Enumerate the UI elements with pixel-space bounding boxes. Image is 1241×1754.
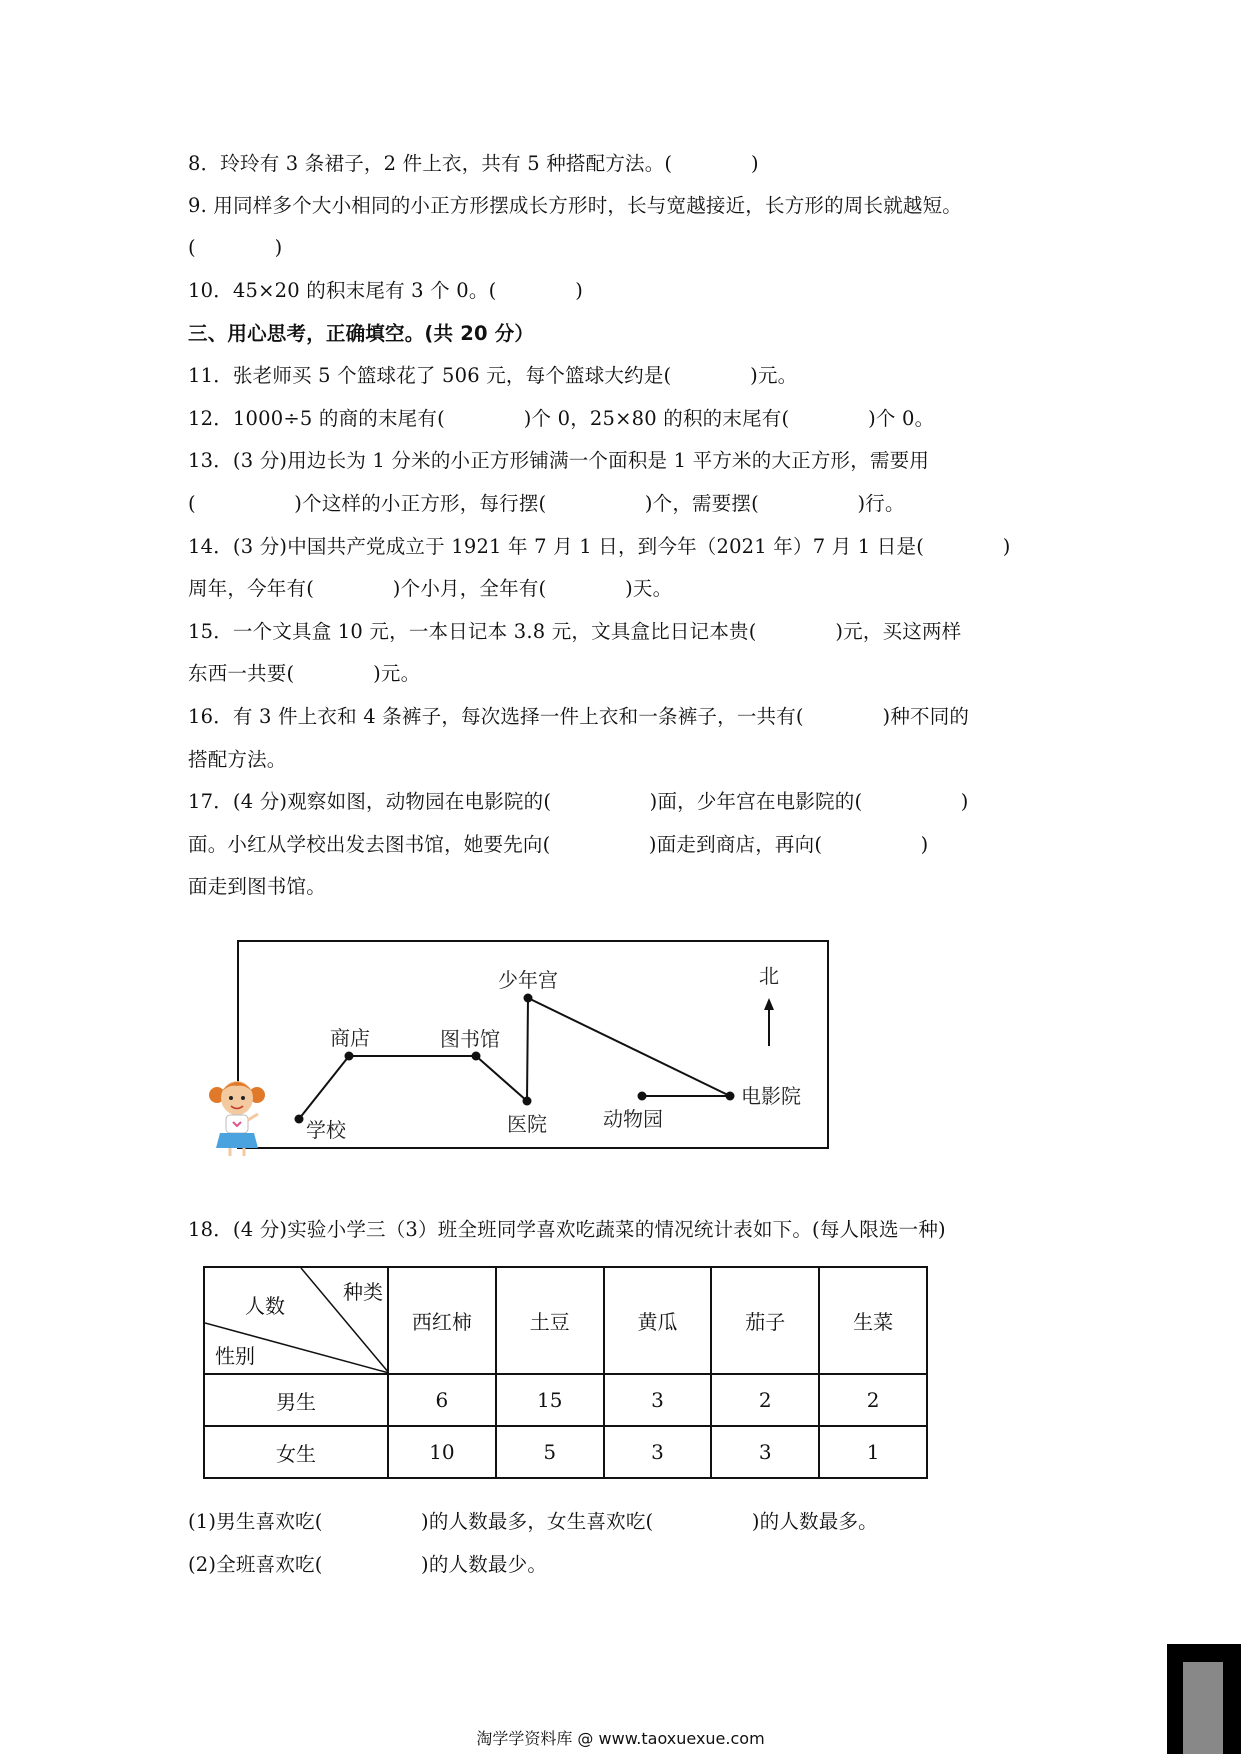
table-cell: 10: [388, 1426, 496, 1478]
library-label: 图书馆: [440, 1027, 500, 1051]
table-cell: 6: [388, 1374, 496, 1426]
question-15: 15．一个文具盒 10 元，一本日记本 3.8 元，文具盒比日记本贵( )元，买这两样: [188, 620, 962, 643]
question-17-cont: 面。小红从学校出发去图书馆，她要先向( )面走到商店，再向( ): [188, 833, 929, 856]
zoo-label: 动物园: [603, 1107, 663, 1131]
question-14: 14．(3 分)中国共产党成立于 1921 年 7 月 1 日，到今年（2021 年）7 月 1 日是( ): [188, 535, 1011, 558]
girl-illustration-icon: [209, 1081, 265, 1156]
library-point: [472, 1052, 481, 1061]
table-cell: 3: [604, 1374, 712, 1426]
question-17: 17．(4 分)观察如图，动物园在电影院的( )面，少年宫在电影院的( ): [188, 790, 969, 813]
zoo-point: [638, 1092, 647, 1101]
row-label: 女生: [204, 1426, 388, 1478]
table-cell: 3: [711, 1426, 819, 1478]
table-cell: 5: [496, 1426, 604, 1478]
question-17-cont2: 面走到图书馆。: [188, 875, 326, 898]
header-gender: 性别: [215, 1344, 255, 1368]
table-corner-header: [204, 1267, 388, 1374]
column-header: 土豆: [496, 1267, 604, 1374]
question-13: 13．(3 分)用边长为 1 分米的小正方形铺满一个面积是 1 平方米的大正方形，需要用: [188, 449, 930, 472]
store-label: 商店: [330, 1026, 370, 1050]
cinema-point: [726, 1092, 735, 1101]
column-header: 生菜: [819, 1267, 927, 1374]
table-row-boys: [204, 1374, 927, 1426]
question-16: 16．有 3 件上衣和 4 条裤子，每次选择一件上衣和一条裤子，一共有( )种不同的: [188, 705, 970, 728]
table-cell: 3: [604, 1426, 712, 1478]
question-8: 8．玲玲有 3 条裙子，2 件上衣，共有 5 种搭配方法。( ): [188, 152, 759, 175]
header-count: 人数: [245, 1294, 285, 1318]
row-label: 男生: [204, 1374, 388, 1426]
cinema-label: 电影院: [741, 1084, 801, 1108]
route-school-library: [299, 1056, 527, 1119]
question-15-cont: 东西一共要( )元。: [188, 662, 421, 685]
hospital-label: 医院: [507, 1112, 547, 1136]
store-point: [345, 1052, 354, 1061]
header-kind: 种类: [343, 1280, 383, 1304]
question-9: 9. 用同样多个大小相同的小正方形摆成长方形时，长与宽越接近，长方形的周长就越短。: [188, 194, 963, 217]
question-11: 11．张老师买 5 个篮球花了 506 元，每个篮球大约是( )元。: [188, 364, 798, 387]
question-12: 12．1000÷5 的商的末尾有( )个 0，25×80 的积的末尾有( )个 0。: [188, 407, 935, 430]
question-10: 10．45×20 的积末尾有 3 个 0。( ): [188, 279, 584, 302]
question-18: 18．(4 分)实验小学三（3）班全班同学喜欢吃蔬菜的情况统计表如下。(每人限选一种): [188, 1218, 946, 1241]
route-hospital-cinema: [527, 998, 730, 1101]
table-row-girls: [204, 1426, 927, 1478]
table-cell: 2: [711, 1374, 819, 1426]
section-3-title: 三、用心思考，正确填空。(共 20 分）: [188, 322, 535, 345]
question-16-cont: 搭配方法。: [188, 748, 287, 771]
column-header: 黄瓜: [604, 1267, 712, 1374]
table-cell: 1: [819, 1426, 927, 1478]
footer-watermark: 淘学学资料库 @ www.taoxuexue.com: [476, 1729, 765, 1748]
vegetable-stats-table: [203, 1266, 928, 1479]
school-label: 学校: [306, 1118, 346, 1142]
column-header: 茄子: [711, 1267, 819, 1374]
hospital-point: [523, 1097, 532, 1106]
question-13-cont: ( )个这样的小正方形，每行摆( )个，需要摆( )行。: [188, 492, 905, 515]
table-cell: 2: [819, 1374, 927, 1426]
youth-palace-label: 少年宫: [498, 968, 558, 992]
question-18-sub1: (1)男生喜欢吃( )的人数最多，女生喜欢吃( )的人数最多。: [188, 1510, 878, 1533]
question-9-blank: ( ): [188, 236, 283, 259]
north-label: 北: [759, 964, 779, 988]
question-18-sub2: (2)全班喜欢吃( )的人数最少。: [188, 1553, 548, 1576]
school-point: [295, 1115, 304, 1124]
map-figure: [200, 930, 840, 1190]
north-arrowhead-icon: [764, 998, 774, 1010]
column-header: 西红柿: [388, 1267, 496, 1374]
youth-palace-point: [524, 994, 533, 1003]
table-cell: 15: [496, 1374, 604, 1426]
question-14-cont: 周年，今年有( )个小月，全年有( )天。: [188, 577, 673, 600]
